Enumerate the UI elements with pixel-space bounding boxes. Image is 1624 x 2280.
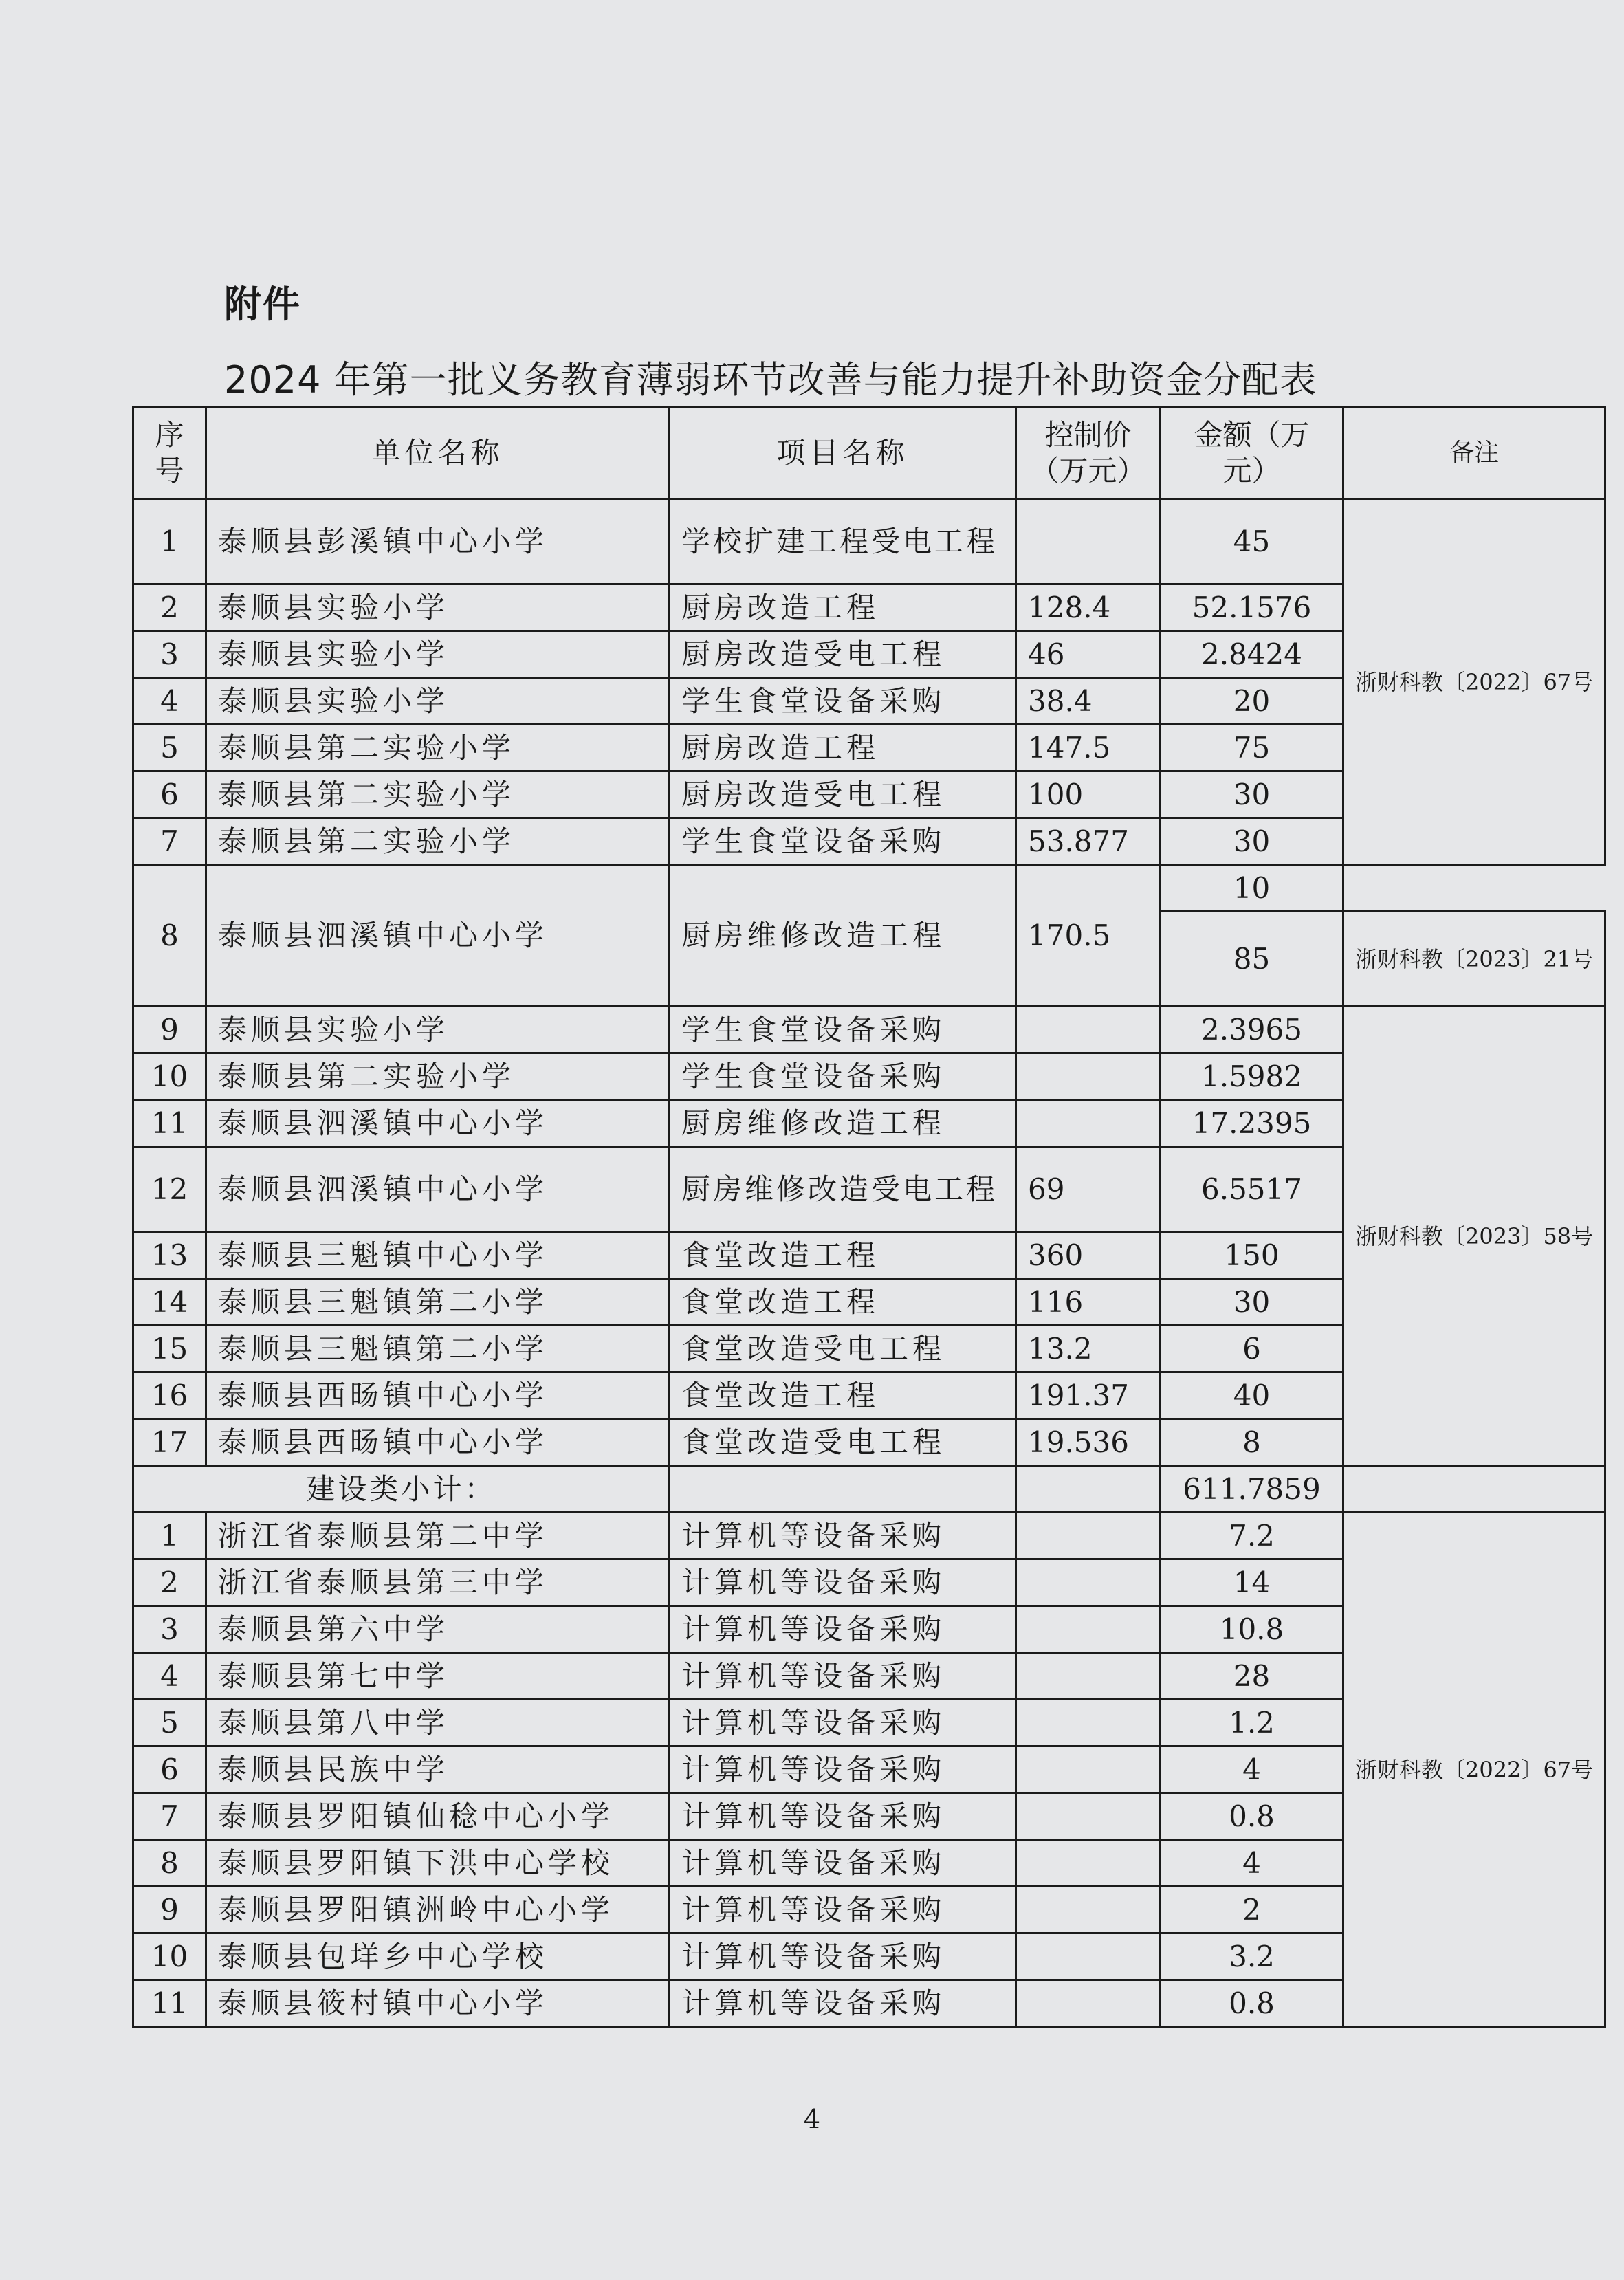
cell-project: 食堂改造受电工程 (670, 1419, 1016, 1466)
subtotal-amount: 611.7859 (1161, 1466, 1343, 1513)
cell-control-price: 100 (1016, 771, 1161, 818)
cell-control-price: 53.877 (1016, 818, 1161, 865)
cell-unit: 泰顺县泗溪镇中心小学 (206, 865, 670, 1007)
cell-project: 食堂改造工程 (670, 1232, 1016, 1279)
cell-seq: 7 (133, 818, 206, 865)
cell-seq: 6 (133, 1746, 206, 1793)
cell-seq: 10 (133, 1933, 206, 1980)
table-row (133, 865, 1605, 912)
cell-seq: 3 (133, 1606, 206, 1653)
cell-project: 厨房改造受电工程 (670, 631, 1016, 678)
cell-project: 学校扩建工程受电工程 (670, 499, 1016, 584)
cell-amount: 28 (1161, 1653, 1343, 1700)
table-row (133, 407, 1605, 499)
cell-amount: 45 (1161, 499, 1343, 584)
header-control-price: 控制价（万元） (1016, 407, 1161, 499)
cell-control-price (1016, 1793, 1161, 1840)
cell-project: 学生食堂设备采购 (670, 678, 1016, 725)
cell-amount: 85 (1161, 912, 1343, 1007)
cell-project: 学生食堂设备采购 (670, 1053, 1016, 1100)
cell-project: 计算机等设备采购 (670, 1700, 1016, 1746)
cell-control-price (1016, 1887, 1161, 1933)
cell-project: 厨房维修改造工程 (670, 865, 1016, 1007)
cell-project: 食堂改造受电工程 (670, 1326, 1016, 1372)
cell-unit: 泰顺县三魁镇第二小学 (206, 1326, 670, 1372)
cell-seq: 6 (133, 771, 206, 818)
cell-control-price (1016, 1980, 1161, 2027)
cell-unit: 泰顺县实验小学 (206, 584, 670, 631)
header-amount: 金额（万元） (1161, 407, 1343, 499)
cell-project: 厨房改造工程 (670, 584, 1016, 631)
cell-control-price (1016, 1653, 1161, 1700)
cell-seq: 13 (133, 1232, 206, 1279)
cell-control-price (1016, 1513, 1161, 1559)
cell-amount: 30 (1161, 1279, 1343, 1326)
cell-project: 计算机等设备采购 (670, 1746, 1016, 1793)
cell-control-price: 46 (1016, 631, 1161, 678)
cell-control-price: 19.536 (1016, 1419, 1161, 1466)
cell-unit: 泰顺县泗溪镇中心小学 (206, 1100, 670, 1147)
cell-amount: 30 (1161, 818, 1343, 865)
cell-unit: 泰顺县民族中学 (206, 1746, 670, 1793)
header-remark: 备注 (1343, 407, 1605, 499)
cell-amount: 0.8 (1161, 1980, 1343, 2027)
cell-seq: 17 (133, 1419, 206, 1466)
remark-cell: 浙财科教〔2022〕67号 (1343, 499, 1605, 865)
remark-cell: 浙财科教〔2023〕21号 (1343, 912, 1605, 1007)
cell-unit: 泰顺县包垟乡中心学校 (206, 1933, 670, 1980)
cell-amount: 6.5517 (1161, 1147, 1343, 1232)
cell-control-price (1016, 1559, 1161, 1606)
cell-control-price (1016, 1007, 1161, 1053)
cell-control-price (1016, 1053, 1161, 1100)
cell-seq: 16 (133, 1372, 206, 1419)
cell-unit: 泰顺县筱村镇中心小学 (206, 1980, 670, 2027)
cell-amount: 40 (1161, 1372, 1343, 1419)
cell-amount: 7.2 (1161, 1513, 1343, 1559)
cell-project: 计算机等设备采购 (670, 1653, 1016, 1700)
cell-control-price (1016, 1606, 1161, 1653)
cell-control-price (1016, 1933, 1161, 1980)
cell-amount: 2.8424 (1161, 631, 1343, 678)
cell-amount: 75 (1161, 725, 1343, 771)
cell-control-price: 13.2 (1016, 1326, 1161, 1372)
cell-control-price (1016, 1700, 1161, 1746)
subtotal-label: 建设类小计： (133, 1466, 670, 1513)
cell-amount: 20 (1161, 678, 1343, 725)
cell-seq: 2 (133, 1559, 206, 1606)
table-row (133, 1007, 1605, 1053)
allocation-table (132, 406, 1606, 2028)
cell-seq: 2 (133, 584, 206, 631)
cell-seq: 15 (133, 1326, 206, 1372)
cell-unit: 泰顺县实验小学 (206, 1007, 670, 1053)
cell-project: 计算机等设备采购 (670, 1793, 1016, 1840)
header-unit: 单位名称 (206, 407, 670, 499)
cell-seq: 7 (133, 1793, 206, 1840)
cell-amount: 150 (1161, 1232, 1343, 1279)
cell-unit: 泰顺县罗阳镇洲岭中心小学 (206, 1887, 670, 1933)
cell-project: 计算机等设备采购 (670, 1840, 1016, 1887)
cell-seq: 9 (133, 1007, 206, 1053)
cell-project: 厨房改造受电工程 (670, 771, 1016, 818)
cell-project: 食堂改造工程 (670, 1372, 1016, 1419)
header-seq: 序号 (133, 407, 206, 499)
cell-seq: 12 (133, 1147, 206, 1232)
cell-amount: 30 (1161, 771, 1343, 818)
cell-amount: 4 (1161, 1840, 1343, 1887)
table-row (133, 499, 1605, 584)
cell-unit: 浙江省泰顺县第三中学 (206, 1559, 670, 1606)
cell-project: 学生食堂设备采购 (670, 1007, 1016, 1053)
cell-control-price: 360 (1016, 1232, 1161, 1279)
cell-control-price (1016, 1840, 1161, 1887)
cell-amount: 17.2395 (1161, 1100, 1343, 1147)
cell-seq: 14 (133, 1279, 206, 1326)
cell-seq: 1 (133, 1513, 206, 1559)
cell-amount: 8 (1161, 1419, 1343, 1466)
page-number: 4 (803, 2104, 821, 2134)
cell-seq: 8 (133, 865, 206, 1007)
cell-seq: 1 (133, 499, 206, 584)
cell-unit: 泰顺县第二实验小学 (206, 725, 670, 771)
cell-seq: 10 (133, 1053, 206, 1100)
cell-unit: 泰顺县西旸镇中心小学 (206, 1419, 670, 1466)
cell-unit: 泰顺县罗阳镇下洪中心学校 (206, 1840, 670, 1887)
remark-cell: 浙财科教〔2023〕58号 (1343, 1007, 1605, 1466)
cell-unit: 泰顺县第七中学 (206, 1653, 670, 1700)
cell-control-price: 170.5 (1016, 865, 1161, 1007)
subtotal-remark (1343, 1466, 1605, 1513)
cell-unit: 泰顺县三魁镇中心小学 (206, 1232, 670, 1279)
cell-seq: 5 (133, 1700, 206, 1746)
cell-project: 学生食堂设备采购 (670, 818, 1016, 865)
cell-seq: 11 (133, 1100, 206, 1147)
cell-unit: 泰顺县第二实验小学 (206, 818, 670, 865)
cell-seq: 4 (133, 678, 206, 725)
table-row (133, 1466, 1605, 1513)
table-row (133, 1513, 1605, 1559)
cell-control-price: 69 (1016, 1147, 1161, 1232)
cell-unit: 泰顺县实验小学 (206, 678, 670, 725)
cell-project: 计算机等设备采购 (670, 1513, 1016, 1559)
subtotal-price (1016, 1466, 1161, 1513)
cell-control-price (1016, 1746, 1161, 1793)
cell-project: 计算机等设备采购 (670, 1980, 1016, 2027)
cell-amount: 0.8 (1161, 1793, 1343, 1840)
cell-amount: 3.2 (1161, 1933, 1343, 1980)
cell-project: 厨房维修改造受电工程 (670, 1147, 1016, 1232)
cell-unit: 泰顺县西旸镇中心小学 (206, 1372, 670, 1419)
cell-seq: 3 (133, 631, 206, 678)
subtotal-project (670, 1466, 1016, 1513)
cell-amount: 2 (1161, 1887, 1343, 1933)
cell-seq: 11 (133, 1980, 206, 2027)
cell-amount: 6 (1161, 1326, 1343, 1372)
cell-amount: 10 (1161, 865, 1343, 912)
cell-unit: 泰顺县第二实验小学 (206, 771, 670, 818)
cell-seq: 9 (133, 1887, 206, 1933)
cell-project: 厨房维修改造工程 (670, 1100, 1016, 1147)
cell-unit: 泰顺县彭溪镇中心小学 (206, 499, 670, 584)
remark-cell: 浙财科教〔2022〕67号 (1343, 1513, 1605, 2027)
cell-control-price: 147.5 (1016, 725, 1161, 771)
cell-unit: 泰顺县三魁镇第二小学 (206, 1279, 670, 1326)
cell-project: 食堂改造工程 (670, 1279, 1016, 1326)
cell-amount: 4 (1161, 1746, 1343, 1793)
cell-control-price: 191.37 (1016, 1372, 1161, 1419)
cell-amount: 10.8 (1161, 1606, 1343, 1653)
cell-control-price: 38.4 (1016, 678, 1161, 725)
cell-project: 计算机等设备采购 (670, 1933, 1016, 1980)
cell-amount: 52.1576 (1161, 584, 1343, 631)
cell-control-price (1016, 499, 1161, 584)
attachment-heading: 附件 (224, 283, 301, 326)
cell-unit: 泰顺县泗溪镇中心小学 (206, 1147, 670, 1232)
cell-amount: 1.5982 (1161, 1053, 1343, 1100)
cell-project: 计算机等设备采购 (670, 1559, 1016, 1606)
cell-unit: 泰顺县实验小学 (206, 631, 670, 678)
cell-unit: 浙江省泰顺县第二中学 (206, 1513, 670, 1559)
cell-project: 计算机等设备采购 (670, 1887, 1016, 1933)
cell-seq: 8 (133, 1840, 206, 1887)
page-title: 2024 年第一批义务教育薄弱环节改善与能力提升补助资金分配表 (224, 358, 1317, 402)
cell-project: 计算机等设备采购 (670, 1606, 1016, 1653)
cell-amount: 14 (1161, 1559, 1343, 1606)
cell-amount: 2.3965 (1161, 1007, 1343, 1053)
cell-project: 厨房改造工程 (670, 725, 1016, 771)
cell-unit: 泰顺县第八中学 (206, 1700, 670, 1746)
cell-unit: 泰顺县第二实验小学 (206, 1053, 670, 1100)
cell-unit: 泰顺县第六中学 (206, 1606, 670, 1653)
cell-seq: 5 (133, 725, 206, 771)
cell-control-price: 116 (1016, 1279, 1161, 1326)
cell-amount: 1.2 (1161, 1700, 1343, 1746)
cell-control-price (1016, 1100, 1161, 1147)
cell-control-price: 128.4 (1016, 584, 1161, 631)
cell-unit: 泰顺县罗阳镇仙稔中心小学 (206, 1793, 670, 1840)
cell-seq: 4 (133, 1653, 206, 1700)
header-project: 项目名称 (670, 407, 1016, 499)
